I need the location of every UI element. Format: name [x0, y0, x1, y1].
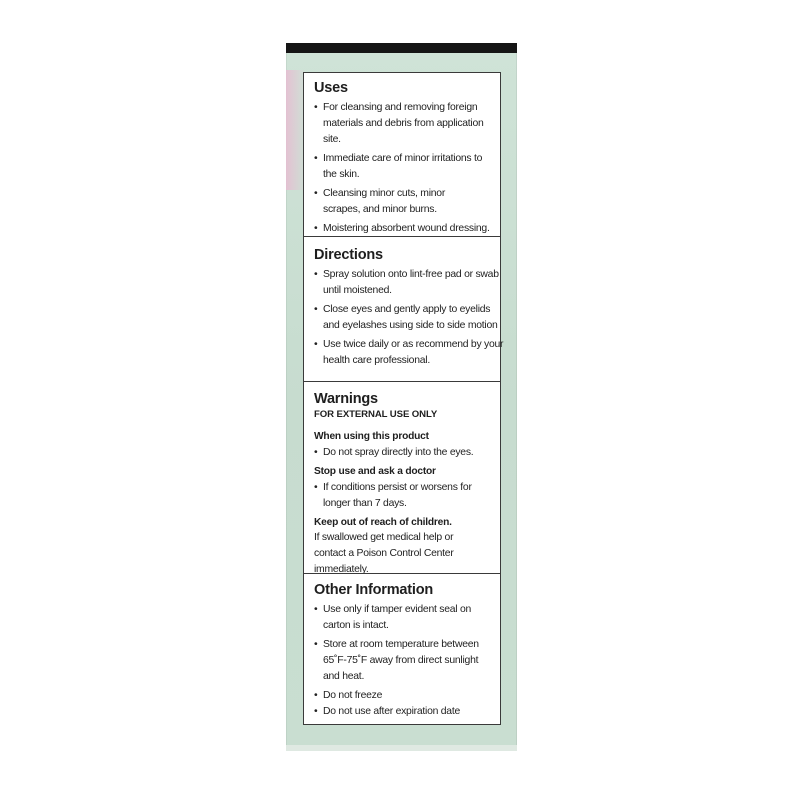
section-divider: [304, 236, 500, 237]
uses-title: Uses: [314, 80, 348, 96]
other-info-item: • Store at room temperature between 65˚F-75˚F away from direct sunlight and heat.: [314, 637, 491, 685]
other-info-title: Other Information: [314, 582, 434, 598]
warnings-section: [304, 390, 500, 578]
other-info-item: • Do not freeze: [314, 688, 494, 704]
uses-section: [304, 79, 500, 237]
uses-item: • For cleansing and removing foreign materials and debris from application site.: [314, 100, 498, 148]
external-use-notice: FOR EXTERNAL USE ONLY: [314, 409, 438, 420]
carton-bottom-edge: [286, 745, 517, 751]
directions-item: • Spray solution onto lint-free pad or swab until moistened.: [314, 267, 503, 299]
section-divider: [304, 573, 500, 574]
when-using-heading: When using this product: [314, 431, 429, 442]
warnings-title: Warnings: [314, 391, 378, 407]
children-text: If swallowed get medical help or contact a Poison Control Center immediately.: [314, 532, 454, 575]
when-using-item: • Do not spray directly into the eyes.: [314, 445, 494, 461]
directions-item: • Close eyes and gently apply to eyelids and eyelashes using side to side motion: [314, 302, 505, 334]
stop-use-item: • If conditions persist or worsens for longer than 7 days.: [314, 480, 498, 512]
other-info-item: • Use only if tamper evident seal on carton is intact.: [314, 602, 483, 634]
uses-item: • Moistering absorbent wound dressing.: [314, 221, 494, 237]
other-info-item: • Do not use after expiration date: [314, 704, 494, 720]
directions-item: • Use twice daily or as recommend by your health care professional.: [314, 337, 505, 369]
children-heading: Keep out of reach of children.: [314, 517, 452, 528]
directions-section: [304, 246, 504, 369]
directions-title: Directions: [314, 247, 383, 263]
stop-use-heading: Stop use and ask a doctor: [314, 466, 436, 477]
other-info-section: [304, 581, 500, 720]
section-divider: [304, 381, 500, 382]
uses-item: • Cleansing minor cuts, minor scrapes, and minor burns.: [314, 186, 483, 218]
drug-facts-panel: [303, 72, 504, 725]
uses-item: • Immediate care of minor irritations to the skin.: [314, 151, 483, 183]
